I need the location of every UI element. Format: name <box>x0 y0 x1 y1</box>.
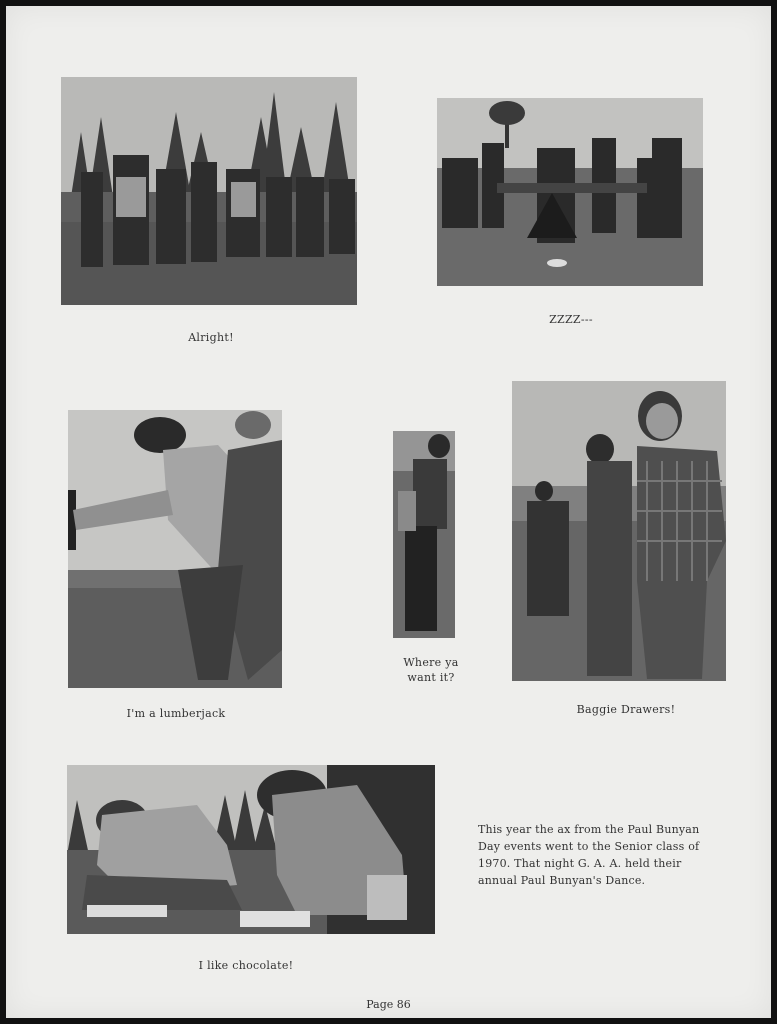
where-ya-want-it-caption-line2: want it? <box>407 671 455 684</box>
body-paragraph: This year the ax from the Paul Bunyan Day events went to the Senior class of 1970. That night G. A. A. held their annual Paul Bunyan's Dance. <box>478 823 700 887</box>
chocolate-photo <box>67 765 435 934</box>
tug-of-war-caption: Alright! <box>188 331 234 344</box>
page-number: Page 86 <box>366 998 411 1011</box>
where-ya-want-it-photo <box>393 431 455 638</box>
lumberjack-photo <box>68 410 282 688</box>
yearbook-page <box>6 6 771 1018</box>
chocolate-caption: I like chocolate! <box>198 959 294 972</box>
tug-of-war-photo <box>61 77 357 305</box>
sawing-photo <box>437 98 703 286</box>
baggie-drawers-caption: Baggie Drawers! <box>576 703 676 716</box>
where-ya-want-it-caption-line1: Where ya <box>403 656 459 669</box>
baggie-drawers-photo <box>512 381 726 681</box>
where-ya-want-it-caption <box>386 655 476 685</box>
lumberjack-caption: I'm a lumberjack <box>126 707 226 720</box>
sawing-caption: ZZZZ--- <box>549 313 593 326</box>
